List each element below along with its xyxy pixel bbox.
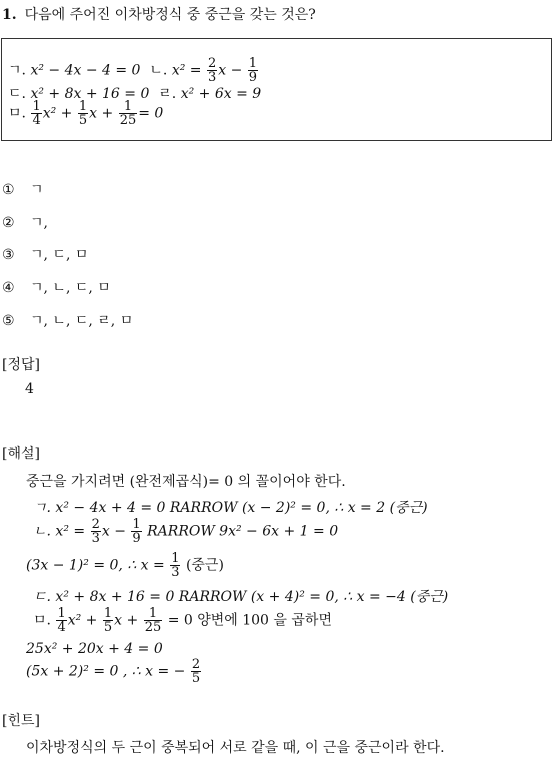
hint-text: 이차방정식의 두 근이 중복되어 서로 같을 때, 이 근을 중근이라 한다.	[26, 740, 445, 756]
equation-c: x² + 8x + 16 = 0	[30, 86, 150, 102]
explanation-line-4: ㄷ. x² + 8x + 16 = 0 RARROW (x + 4)² = 0, ∴ x = −4 (중근)	[33, 589, 449, 605]
choice-2[interactable]	[2, 212, 48, 232]
equation-d: x² + 6x = 9	[180, 86, 262, 102]
explanation-line-6: 25x² + 20x + 4 = 0	[26, 641, 163, 657]
choice-5[interactable]	[2, 310, 133, 330]
equation-b-fraction-1: $\frac{2}{3}$	[207, 56, 217, 85]
explanation-line-5-a: ㅁ.	[33, 612, 51, 629]
answer-value: 4	[25, 381, 34, 397]
explanation-line-5-c: x +	[114, 612, 139, 629]
explanation-line-5-fraction-2: $\frac{1}{5}$	[103, 606, 113, 635]
explanation-line-2-c: RARROW 9x² − 6x + 1 = 0	[147, 523, 339, 540]
question-number: 1.	[2, 7, 17, 23]
choice-4-mark: ④	[2, 280, 15, 296]
choice-3[interactable]	[2, 244, 88, 264]
explanation-line-2-a: ㄴ. x² =	[33, 523, 86, 540]
equation-b-label: ㄴ.	[149, 62, 168, 79]
hint-heading: [힌트]	[2, 713, 40, 729]
choice-5-mark: ⑤	[2, 313, 15, 329]
explanation-line-7	[26, 658, 202, 685]
explanation-line-3-fraction: $\frac{1}{3}$	[171, 551, 180, 580]
explanation-heading: [해설]	[2, 446, 40, 462]
choice-2-text: ㄱ,	[30, 215, 48, 231]
question-title	[2, 4, 316, 24]
explanation-line-3	[26, 552, 224, 579]
equation-e-fraction-1: $\frac{1}{4}$	[32, 99, 41, 128]
question-text: 다음에 주어진 이차방정식 중 중근을 갖는 것은?	[24, 7, 316, 23]
explanation-line-5-fraction-3: $\frac{1}{25}$	[144, 606, 162, 635]
equation-e-label: ㅁ.	[8, 105, 26, 122]
explanation-line-5-d: = 0 양변에 100 을 곱하면	[167, 612, 332, 629]
equation-c-label: ㄷ.	[8, 86, 26, 102]
equation-b-mid: x −	[218, 62, 243, 79]
explanation-line-2-b: x −	[101, 523, 126, 540]
explanation-line-5-b: x² +	[67, 612, 98, 629]
answer-heading: [정답]	[2, 357, 40, 373]
explanation-line-2-fraction-2: $\frac{1}{9}$	[132, 517, 141, 546]
equation-e-fraction-2: $\frac{1}{5}$	[78, 99, 88, 128]
explanation-line-2	[33, 518, 338, 545]
choice-3-text: ㄱ, ㄷ, ㅁ	[30, 247, 89, 263]
explanation-line-3-b: (중근)	[185, 557, 224, 574]
equation-e-fraction-3: $\frac{1}{25}$	[119, 99, 137, 128]
equation-e-term-2: x +	[89, 105, 114, 122]
choice-3-mark: ③	[2, 247, 15, 263]
equation-a: x² − 4x − 4 = 0	[30, 62, 141, 79]
explanation-line-5-fraction-1: $\frac{1}{4}$	[57, 606, 66, 635]
equation-b-lhs: x² =	[171, 62, 202, 79]
equation-row-3	[8, 100, 163, 127]
choice-1-mark: ①	[2, 182, 15, 198]
explanation-line-5	[33, 607, 332, 634]
equation-row-1	[8, 57, 259, 84]
explanation-line-2-fraction-1: $\frac{2}{3}$	[91, 517, 100, 546]
choice-2-mark: ②	[2, 215, 15, 231]
equation-e-term-1: x² +	[42, 105, 73, 122]
equation-box	[1, 38, 552, 141]
choice-1-text: ㄱ	[30, 182, 44, 198]
explanation-line-7-a: (5x + 2)² = 0 , ∴ x = −	[26, 663, 186, 680]
choice-1[interactable]	[2, 179, 44, 199]
explanation-line-3-a: (3x − 1)² = 0, ∴ x =	[26, 557, 165, 574]
choice-4[interactable]	[2, 277, 111, 297]
equation-e-term-3: = 0	[138, 105, 164, 122]
explanation-intro: 중근을 가지려면 (완전제곱식)= 0 의 꼴이어야 한다.	[26, 474, 346, 490]
equation-b-fraction-2: $\frac{1}{9}$	[248, 56, 258, 85]
equation-d-label: ㄹ.	[158, 86, 177, 102]
explanation-line-1: ㄱ. x² − 4x + 4 = 0 RARROW (x − 2)² = 0, ∴ x = 2 (중근)	[33, 500, 428, 516]
explanation-line-7-fraction: $\frac{2}{5}$	[191, 657, 201, 686]
choice-4-text: ㄱ, ㄴ, ㄷ, ㅁ	[30, 280, 111, 296]
equation-a-label: ㄱ.	[8, 62, 26, 79]
choice-5-text: ㄱ, ㄴ, ㄷ, ㄹ, ㅁ	[30, 313, 134, 329]
